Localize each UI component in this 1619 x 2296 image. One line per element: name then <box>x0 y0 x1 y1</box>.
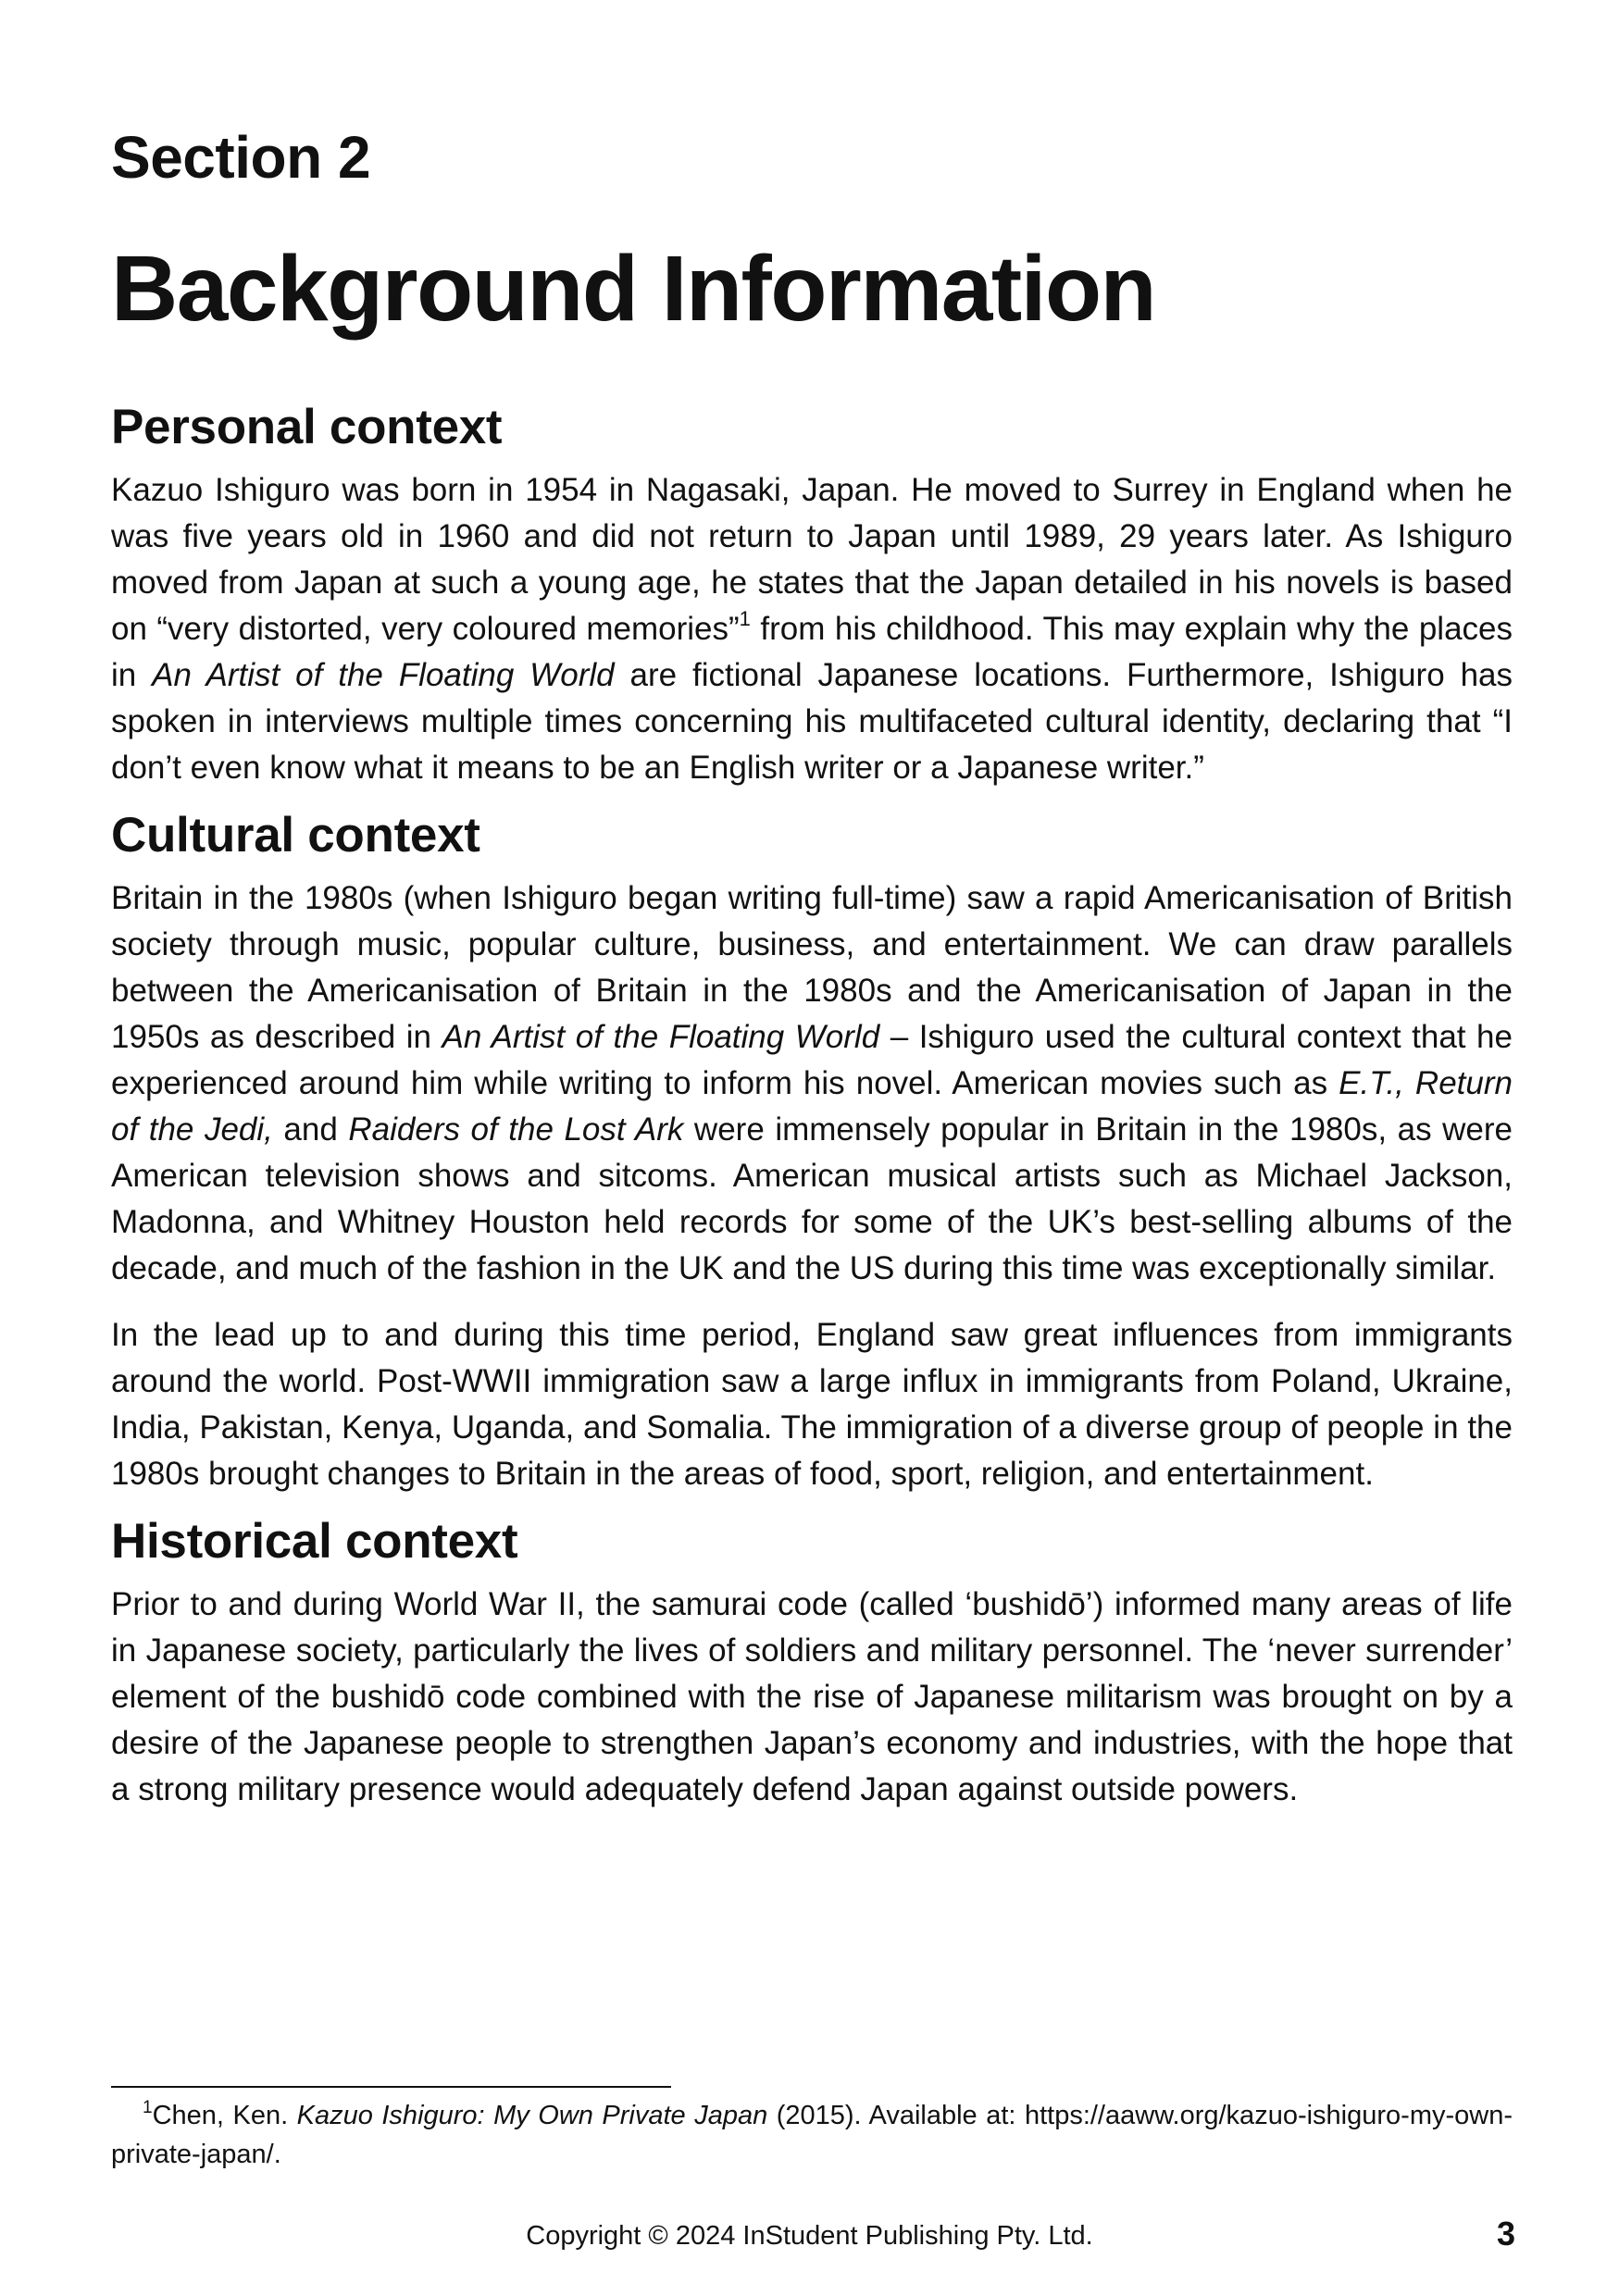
text: were immensely popular in Britain in the 1980s, as were American television shows and sitcoms. American musical artists such as Michael Jackson, Madonna, and Whitney Houston held records for some of the UK’s best-selling albums of the decade, and much of the fashion in the UK and the US during this time was exceptionally similar. <box>111 1111 1513 1286</box>
heading-personal-context: Personal context <box>111 400 503 454</box>
footnote-title: Kazuo Ishiguro: My Own Private Japan <box>296 2101 768 2130</box>
footnote <box>111 2096 1513 2174</box>
text: from his childhood. This may explain why the places in <box>111 610 1513 693</box>
paragraph-cultural-context-1 <box>111 875 1513 1292</box>
content <box>111 400 1513 1830</box>
footnote-author: Chen, Ken. <box>152 2101 297 2130</box>
book-title: An Artist of the Floating World <box>442 1018 880 1055</box>
text: Kazuo Ishiguro was born in 1954 in Nagasaki, Japan. He moved to Surrey in England when he was five years old in 1960 and did not return to Japan until 1989, 29 years later. As Ishiguro moved from Japan at such a young age, he states that the Japan detailed in his novels is based on “very distorted, very coloured memories” <box>111 471 1513 647</box>
text: – Ishiguro used the cultural context that he experienced around him while writing to inform his novel. American movies such as <box>111 1018 1513 1101</box>
paragraph-cultural-context-2: In the lead up to and during this time period, England saw great influences from immigrants around the world. Post-WWII immigration saw a large influx in immigrants from Poland, Ukraine, India, Pakistan, Kenya, Uganda, and Somalia. The immigration of a diverse group of people in the 1980s brought changes to Britain in the areas of food, sport, religion, and entertainment. <box>111 1316 1513 1492</box>
text: are fictional Japanese locations. Furthermore, Ishiguro has spoken in interviews multiple times concerning his multifaceted cultural identity, declaring that “I don’t even know what it means to be an English writer or a Japanese writer.” <box>111 656 1513 786</box>
film-title: Raiders of the Lost Ark <box>348 1111 684 1148</box>
page-title: Background Information <box>111 237 1156 341</box>
footnote-divider <box>111 2086 671 2088</box>
heading-historical-context: Historical context <box>111 1513 518 1569</box>
paragraph-personal-context <box>111 467 1513 791</box>
film-titles: E.T., Return of the Jedi, <box>111 1064 1513 1148</box>
heading-cultural-context: Cultural context <box>111 807 480 863</box>
text: Britain in the 1980s (when Ishiguro began writing full-time) saw a rapid Americanisation of British society through music, popular culture, business, and entertainment. We can draw parallels between the Americanisation of Britain in the 1980s and the Americanisation of Japan in the 1950s as described in <box>111 879 1513 1055</box>
copyright-notice: Copyright © 2024 InStudent Publishing Pty. Ltd. <box>526 2221 1093 2251</box>
text: and <box>272 1111 349 1148</box>
section-label: Section 2 <box>111 124 371 191</box>
footnote-ref: 1 <box>739 606 751 630</box>
book-title: An Artist of the Floating World <box>152 656 615 693</box>
footnote-marker: 1 <box>143 2098 153 2117</box>
footnote-text: (2015). Available at: https://aaww.org/kazuo-ishiguro-my-own-private-japan/. <box>111 2101 1513 2169</box>
page-number: 3 <box>1496 2215 1515 2253</box>
paragraph-historical-context: Prior to and during World War II, the samurai code (called ‘bushidō’) informed many areas of life in Japanese society, particularly the lives of soldiers and military personnel. The ‘never surrender’ element of the bushidō code combined with the rise of Japanese militarism was brought on by a desire of the Japanese people to strengthen Japan’s economy and industries, with the hope that a strong military presence would adequately defend Japan against outside powers. <box>111 1585 1513 1807</box>
